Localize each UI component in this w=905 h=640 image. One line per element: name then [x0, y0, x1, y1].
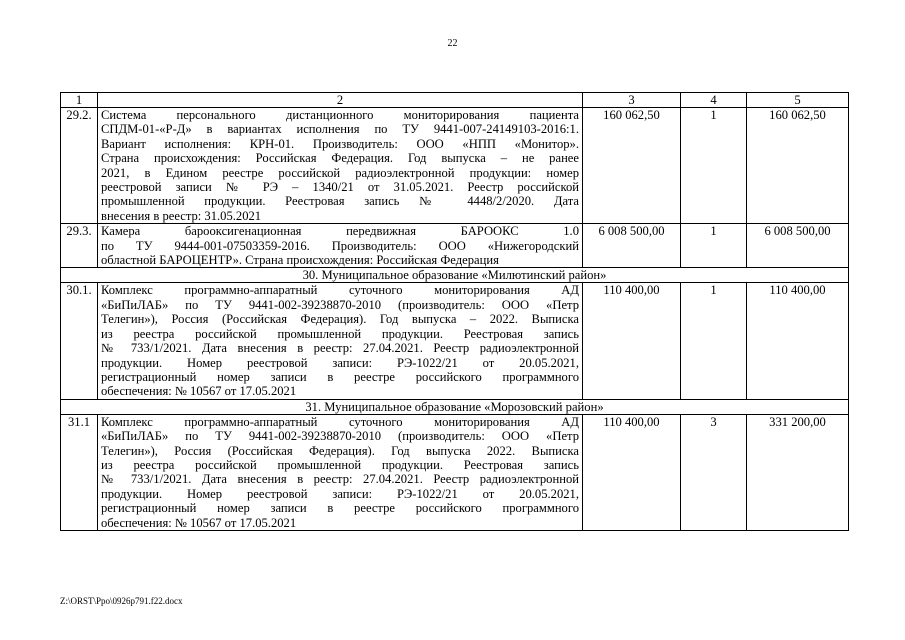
item-price: 6 008 500,00: [583, 224, 681, 268]
section-row: [61, 268, 849, 283]
description-line: СПДМ-01-«Р-Д» в вариантах исполнения по ТУ 9441-007-24149103-2016:1.: [101, 122, 579, 137]
header-cell-2: 2: [98, 93, 583, 108]
description-line: продукции. Номер реестровой записи: РЭ-1022/21 от 20.05.2021,: [101, 486, 579, 501]
description-line: Камера бароoксигенационная передвижная БАРООКС 1.0: [101, 224, 579, 239]
description-line: Комплекс программно-аппаратный суточного мониторирования АД: [101, 283, 579, 298]
description-line: 2021, в Едином реестре российской радиоэлектронной продукции: номер: [101, 165, 579, 180]
item-number: 29.3.: [61, 224, 98, 268]
description-line: по ТУ 9444-001-07503359-2016. Производитель: ООО «Нижегородский: [101, 238, 579, 253]
header-cell-4: 4: [681, 93, 747, 108]
file-path-footer: Z:\ORST\Ppo\0926p791.f22.docx: [60, 596, 183, 606]
item-number: 30.1.: [61, 283, 98, 399]
table-row: [61, 414, 849, 530]
table-header-row: [61, 93, 849, 108]
header-cell-5: 5: [747, 93, 849, 108]
item-price: 110 400,00: [583, 414, 681, 530]
item-quantity: 1: [681, 108, 747, 224]
description-line: промышленной продукции. Реестровая запись № 4448/2/2020. Дата: [101, 194, 579, 209]
item-number: 31.1: [61, 414, 98, 530]
description-line: регистрационный номер записи в реестре российского программного: [101, 369, 579, 384]
description-line: регистрационный номер записи в реестре российского программного: [101, 501, 579, 516]
description-line: реестровой записи № РЭ – 1340/21 от 31.05.2021. Реестр российской: [101, 180, 579, 195]
table-row: [61, 283, 849, 399]
item-total: 331 200,00: [747, 414, 849, 530]
description-line: Комплекс программно-аппаратный суточного мониторирования АД: [101, 414, 579, 429]
table-row: [61, 224, 849, 268]
description-line: Страна происхождения: Российская Федерация. Год выпуска – не ранее: [101, 151, 579, 166]
description-line: «БиПиЛАБ» по ТУ 9441-002-39238870-2010 (производитель: ООО «Петр: [101, 429, 579, 444]
description-line: обеспечения: № 10567 от 17.05.2021: [101, 384, 297, 399]
description-line: продукции. Номер реестровой записи: РЭ-1022/21 от 20.05.2021,: [101, 355, 579, 370]
description-line: обеспечения: № 10567 от 17.05.2021: [101, 515, 297, 530]
items-table: [60, 92, 849, 531]
table-row: [61, 108, 849, 224]
header-cell-3: 3: [583, 93, 681, 108]
section-title: 30. Муниципальное образование «Милютинский район»: [61, 268, 849, 283]
section-row: [61, 399, 849, 414]
description-line: Вариант исполнения: КРН-01. Производитель: ООО «НПП «Монитор».: [101, 136, 579, 151]
description-line: № 733/1/2021. Дата внесения в реестр: 27.04.2021. Реестр радиоэлектронной: [101, 341, 579, 356]
item-description: [98, 414, 583, 530]
item-quantity: 1: [681, 283, 747, 399]
description-line: Телегин»), Россия (Российская Федерация). Год выпуска – 2022. Выписка: [101, 312, 579, 327]
description-line: внесения в реестр: 31.05.2021: [101, 208, 262, 223]
item-description: [98, 283, 583, 399]
item-total: 6 008 500,00: [747, 224, 849, 268]
header-cell-1: 1: [61, 93, 98, 108]
section-title: 31. Муниципальное образование «Морозовский район»: [61, 399, 849, 414]
item-quantity: 1: [681, 224, 747, 268]
description-line: Система персонального дистанционного мониторирования пациента: [101, 108, 579, 122]
description-line: № 733/1/2021. Дата внесения в реестр: 27.04.2021. Реестр радиоэлектронной: [101, 472, 579, 487]
page-number: 22: [447, 38, 458, 49]
item-description: [98, 224, 583, 268]
description-line: из реестра российской промышленной продукции. Реестровая запись: [101, 326, 579, 341]
description-line: областной БАРОЦЕНТР». Страна происхождения: Российская Федерация: [101, 253, 499, 268]
item-description: [98, 108, 583, 224]
item-total: 160 062,50: [747, 108, 849, 224]
item-quantity: 3: [681, 414, 747, 530]
description-line: «БиПиЛАБ» по ТУ 9441-002-39238870-2010 (производитель: ООО «Петр: [101, 297, 579, 312]
description-line: из реестра российской промышленной продукции. Реестровая запись: [101, 457, 579, 472]
items-table-body: [61, 93, 849, 531]
item-price: 160 062,50: [583, 108, 681, 224]
description-line: Телегин»), Россия (Российская Федерация). Год выпуска 2022. Выписка: [101, 443, 579, 458]
item-total: 110 400,00: [747, 283, 849, 399]
item-number: 29.2.: [61, 108, 98, 224]
item-price: 110 400,00: [583, 283, 681, 399]
